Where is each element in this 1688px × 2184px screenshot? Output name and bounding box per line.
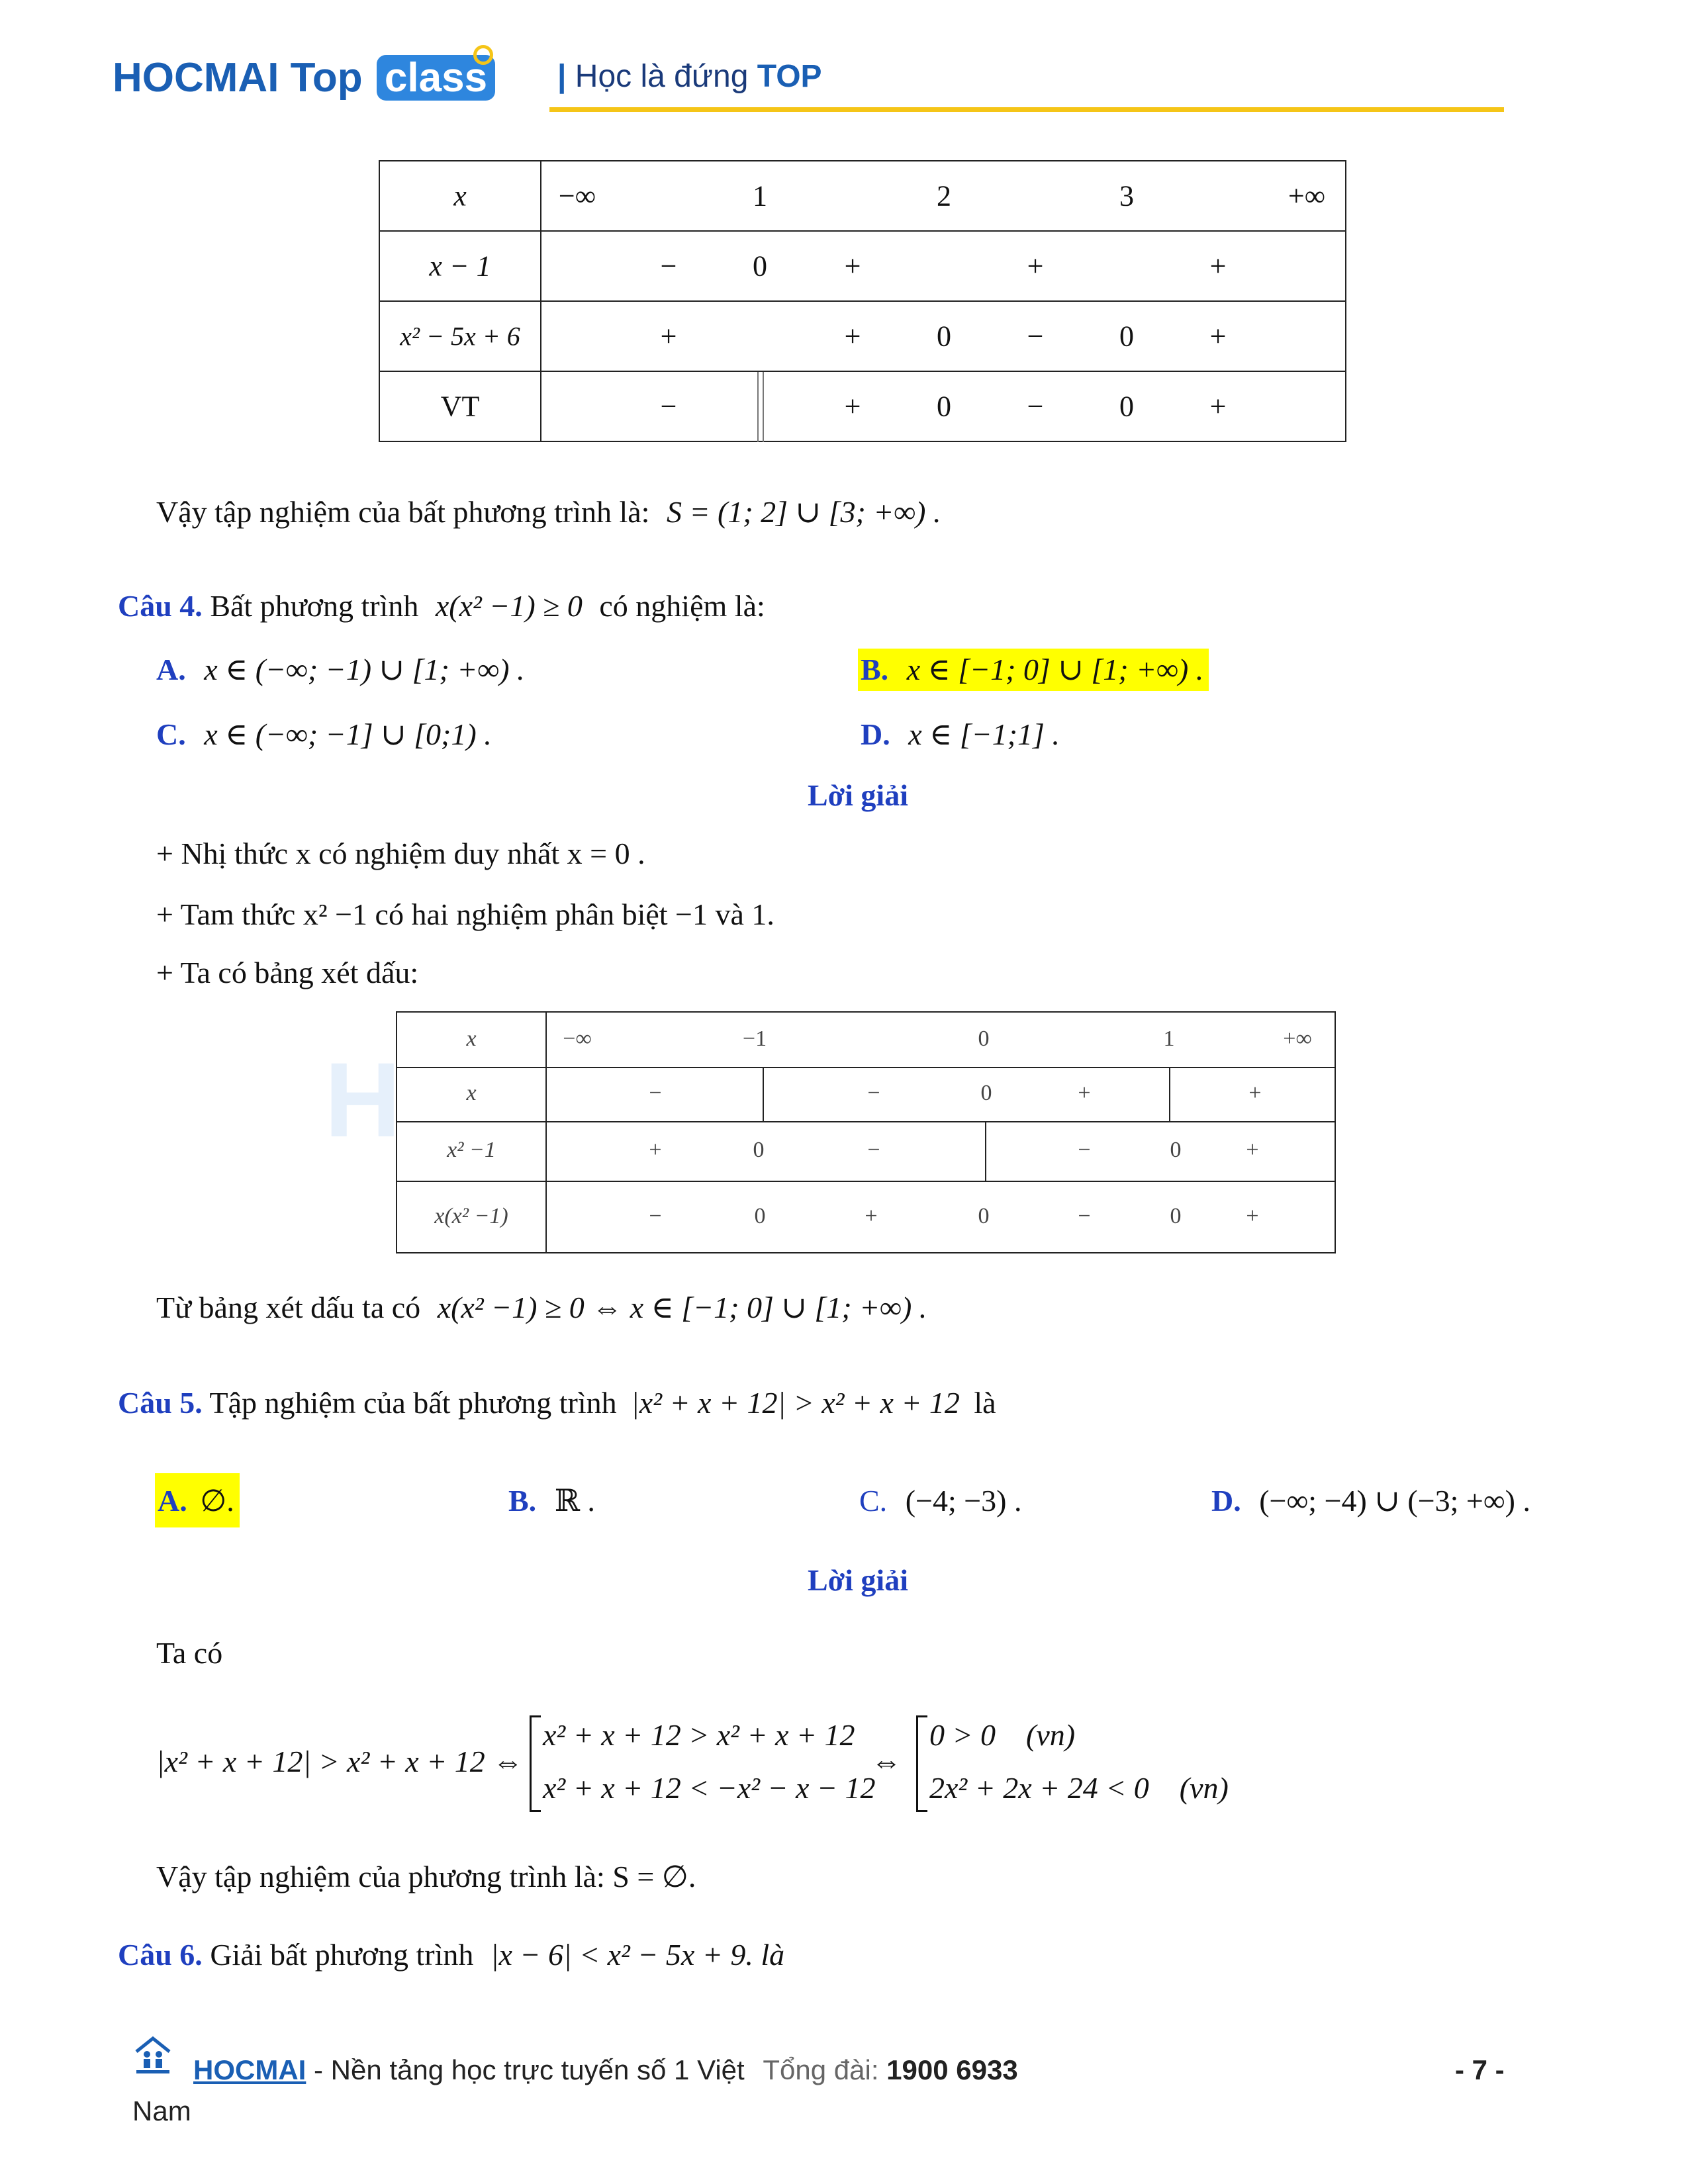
t1-sign: +: [844, 390, 861, 423]
t2-watermark: H: [324, 1040, 401, 1159]
q5-sys2-bracket: [916, 1715, 927, 1812]
q5-option-c-key: C.: [859, 1484, 888, 1518]
t2-sign: 0: [1170, 1138, 1182, 1162]
t1-sign: +: [1209, 390, 1227, 423]
t2-sign: +: [1246, 1138, 1259, 1162]
footer-hotline-label: Tổng đài:: [763, 2054, 879, 2085]
conclusion-1: [156, 492, 941, 532]
t1-head-x: x: [453, 179, 467, 212]
q4-option-d-key: D.: [861, 717, 890, 751]
question-4: [118, 586, 765, 626]
q5-option-d-key: D.: [1211, 1484, 1241, 1518]
q4-option-d[interactable]: [861, 715, 1060, 754]
t1-sign: +: [1209, 320, 1227, 353]
t2-sign: 0: [754, 1204, 766, 1228]
q4-solution-title: Lời giải: [808, 778, 908, 812]
q5-math: |x² + x + 12| > x² + x + 12: [631, 1386, 960, 1420]
t2-sign: 0: [1170, 1204, 1182, 1228]
t2-row-divider: [397, 1121, 1335, 1122]
q4-option-c-key: C.: [156, 717, 186, 751]
footer-text-2: Nam: [132, 2095, 191, 2126]
q5-label: Câu 5.: [118, 1386, 203, 1420]
t2-head-x: x: [466, 1026, 477, 1051]
footer-hotline: 1900 6933: [886, 2054, 1018, 2085]
t1-sign: −: [1027, 390, 1044, 423]
q5-text2: là: [974, 1386, 996, 1420]
q4-option-c-value: x ∈ (−∞; −1] ∪ [0;1) .: [204, 717, 492, 751]
conclusion-2: [156, 1288, 927, 1328]
q5-option-a-key: A.: [158, 1484, 187, 1518]
q5-intro: Ta có: [156, 1636, 223, 1670]
t2-sign: +: [1248, 1081, 1262, 1105]
t2-sign: −: [867, 1081, 880, 1105]
t1-row-divider: [380, 300, 1345, 302]
conclusion-1-math: S = (1; 2] ∪ [3; +∞) .: [666, 495, 941, 529]
t2-sign: 0: [980, 1081, 992, 1105]
t2-sign: +: [865, 1204, 878, 1228]
t1-sign: +: [1027, 250, 1044, 283]
t1-head-neginf: −∞: [558, 179, 596, 212]
footer-logo-icon: [132, 2034, 173, 2074]
t1-sign: −: [660, 250, 677, 283]
t2-row3-label: x(x² −1): [434, 1204, 508, 1228]
footer-brand[interactable]: HOCMAI: [193, 2054, 306, 2085]
t2-head: 0: [978, 1026, 990, 1051]
t2-head: 1: [1163, 1026, 1175, 1051]
t1-sign: 0: [937, 390, 951, 423]
q4-option-a-key: A.: [156, 653, 186, 686]
t2-row-divider: [397, 1181, 1335, 1182]
sign-table-2: [324, 1011, 1336, 1253]
footer-tagline: - Nền tảng học trực tuyến số 1 Việt: [314, 2054, 745, 2085]
q4-option-c[interactable]: [156, 715, 492, 754]
t1-row1-label: x − 1: [429, 250, 491, 283]
header-underline: [549, 107, 1504, 112]
t2-inner-bar: [763, 1067, 764, 1121]
t2-head: +∞: [1283, 1026, 1312, 1051]
q5-conclusion: Vậy tập nghiệm của phương trình là: S = ∅.: [156, 1860, 696, 1893]
tagline-bar: |: [557, 59, 567, 94]
t2-sign: +: [1078, 1081, 1091, 1105]
t1-sign: −: [1027, 320, 1044, 353]
brand-badge: class: [377, 55, 495, 101]
q4-option-b-key: B.: [861, 653, 889, 686]
t1-row-divider: [380, 371, 1345, 372]
q4-option-b[interactable]: [858, 649, 1209, 691]
sign-table-1: [379, 160, 1346, 442]
q5-option-d-value: (−∞; −4) ∪ (−3; +∞) .: [1259, 1484, 1530, 1518]
t1-sign: 0: [1119, 390, 1134, 423]
q5-arrow: ⇔: [871, 1745, 902, 1778]
q5-sys2-line1: 0 > 0 (vn): [929, 1718, 1076, 1752]
t2-sign: 0: [753, 1138, 765, 1162]
t1-head-2: 2: [937, 179, 951, 212]
t1-head-1: 1: [753, 179, 767, 212]
t2-sign: 0: [978, 1204, 990, 1228]
q5-sys1-bracket: [530, 1715, 541, 1812]
t2-sign: −: [649, 1081, 662, 1105]
t2-sign: −: [649, 1204, 662, 1228]
q5-option-b-key: B.: [508, 1484, 537, 1518]
t1-double-bar: [757, 372, 764, 442]
q6-text: Giải bất phương trình: [210, 1938, 474, 1972]
q5-option-c-value: (−4; −3) .: [905, 1484, 1022, 1518]
page-number: - 7 -: [1455, 2054, 1505, 2085]
t1-row2-label: x² − 5x + 6: [400, 321, 520, 351]
question-6: [118, 1935, 784, 1975]
t2-sign: +: [649, 1138, 662, 1162]
t1-sign: 0: [753, 250, 767, 283]
conclusion-1-text: Vậy tập nghiệm của bất phương trình là:: [156, 495, 650, 529]
header-tagline: [557, 58, 822, 95]
t2-sign: −: [1078, 1204, 1091, 1228]
header-logo: [113, 54, 495, 101]
t2-row2-label: x² −1: [447, 1138, 496, 1162]
hocmai-house-icon: [132, 2034, 173, 2074]
footer-text: [193, 2054, 1018, 2086]
t1-row3-label: VT: [440, 390, 480, 423]
t1-head-posinf: +∞: [1288, 179, 1326, 212]
q6-label: Câu 6.: [118, 1938, 203, 1972]
q5-lhs: |x² + x + 12| > x² + x + 12 ⇔: [156, 1745, 524, 1778]
q4-step: + Nhị thức x có nghiệm duy nhất x = 0 .: [156, 837, 645, 870]
t2-head: −1: [742, 1026, 767, 1051]
brand-name: HOCMAI Top: [113, 55, 363, 101]
t2-row1-label: x: [466, 1081, 477, 1105]
q5-text: Tập nghiệm của bất phương trình: [209, 1386, 617, 1420]
t1-sign: 0: [1119, 320, 1134, 353]
t2-inner-bar: [1169, 1067, 1170, 1121]
t1-sign: +: [660, 320, 677, 353]
t2-sign: −: [867, 1138, 880, 1162]
q5-option-d[interactable]: [1211, 1481, 1530, 1521]
t2-col-divider: [545, 1013, 547, 1252]
q5-sys1-line1: x² + x + 12 > x² + x + 12: [543, 1718, 855, 1752]
q6-math: |x − 6| < x² − 5x + 9. là: [490, 1938, 785, 1972]
tagline-top: TOP: [757, 59, 822, 94]
t2-inner-bar: [985, 1121, 986, 1181]
t1-head-3: 3: [1119, 179, 1134, 212]
q5-sys2-line2: 2x² + 2x + 24 < 0 (vn): [929, 1771, 1229, 1805]
q5-option-c[interactable]: [859, 1481, 1022, 1521]
q4-step: + Ta có bảng xét dấu:: [156, 956, 419, 989]
q5-option-b[interactable]: [508, 1481, 595, 1521]
t2-head: −∞: [563, 1026, 592, 1051]
q5-option-a[interactable]: [155, 1473, 240, 1527]
t2-sign: −: [1078, 1138, 1091, 1162]
q4-option-d-value: x ∈ [−1;1] .: [908, 717, 1060, 751]
q4-label: Câu 4.: [118, 589, 203, 623]
q4-step: + Tam thức x² −1 có hai nghiệm phân biệt −1 và 1.: [156, 897, 774, 931]
q5-option-b-value: ℝ .: [554, 1484, 595, 1518]
q4-option-a-value: x ∈ (−∞; −1) ∪ [1; +∞) .: [204, 653, 525, 686]
t1-row-divider: [380, 230, 1345, 232]
sun-icon: [473, 45, 493, 65]
t2-row-divider: [397, 1067, 1335, 1068]
q4-option-b-value: x ∈ [−1; 0] ∪ [1; +∞) .: [906, 653, 1204, 686]
q4-text2: có nghiệm là:: [599, 589, 765, 623]
t1-sign: +: [844, 320, 861, 353]
q4-math: x(x² −1) ≥ 0: [435, 589, 583, 623]
q5-sys1-line2: x² + x + 12 < −x² − x − 12: [543, 1771, 876, 1805]
t1-sign: +: [1209, 250, 1227, 283]
q4-text: Bất phương trình: [210, 589, 419, 623]
question-5: [118, 1383, 996, 1423]
t1-sign: +: [844, 250, 861, 283]
t1-sign: 0: [937, 320, 951, 353]
conclusion-2-text: Từ bảng xét dấu ta có: [156, 1291, 421, 1324]
tagline-text: Học là đứng: [575, 59, 749, 94]
q5-option-a-value: ∅.: [200, 1484, 234, 1518]
q5-solution-title: Lời giải: [808, 1563, 908, 1597]
t2-sign: +: [1246, 1204, 1259, 1228]
t1-sign: −: [660, 390, 677, 423]
conclusion-2-math: x(x² −1) ≥ 0 ⇔ x ∈ [−1; 0] ∪ [1; +∞) .: [437, 1291, 927, 1324]
q4-option-a[interactable]: [156, 650, 524, 690]
